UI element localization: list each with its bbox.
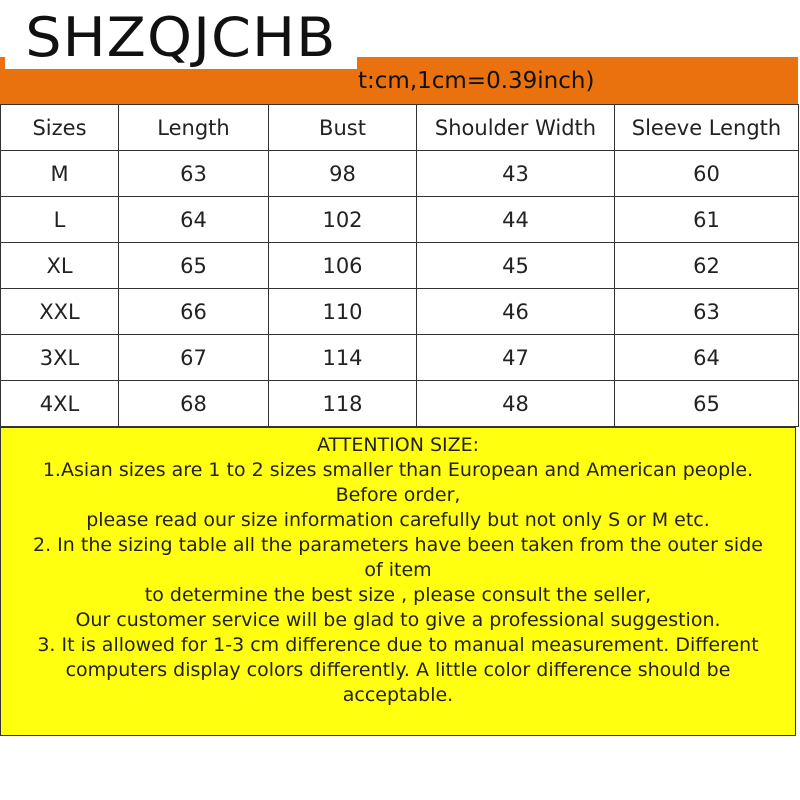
cell-bust: 102 (269, 197, 417, 243)
cell-sleeve-length: 62 (615, 243, 799, 289)
cell-bust: 114 (269, 335, 417, 381)
cell-bust: 110 (269, 289, 417, 335)
cell-shoulder-width: 47 (417, 335, 615, 381)
notice-line: 1.Asian sizes are 1 to 2 sizes smaller than European and American people. (42, 459, 754, 481)
notice-line: 2. In the sizing table all the parameters have been taken from the outer side (33, 534, 763, 556)
table-row (1, 335, 799, 381)
cell-sleeve-length: 63 (615, 289, 799, 335)
notice-heading: ATTENTION SIZE: (316, 434, 480, 456)
cell-size: XXL (1, 289, 119, 335)
cell-length: 63 (119, 151, 269, 197)
header-length: Length (119, 105, 269, 151)
notice-line: Before order, (335, 484, 461, 506)
cell-size: M (1, 151, 119, 197)
table-row (1, 289, 799, 335)
cell-sleeve-length: 60 (615, 151, 799, 197)
cell-shoulder-width: 45 (417, 243, 615, 289)
cell-shoulder-width: 48 (417, 381, 615, 427)
notice-line: computers display colors differently. A little color difference should be (65, 659, 731, 681)
cell-bust: 98 (269, 151, 417, 197)
header-sleeve-length: Sleeve Length (615, 105, 799, 151)
cell-bust: 106 (269, 243, 417, 289)
cell-shoulder-width: 43 (417, 151, 615, 197)
cell-shoulder-width: 44 (417, 197, 615, 243)
cell-shoulder-width: 46 (417, 289, 615, 335)
cell-size: XL (1, 243, 119, 289)
unit-banner-text: t:cm,1cm=0.39inch) (358, 68, 595, 94)
cell-length: 68 (119, 381, 269, 427)
header-shoulder-width: Shoulder Width (417, 105, 615, 151)
table-row (1, 151, 799, 197)
table-row (1, 197, 799, 243)
notice-line: of item (364, 559, 432, 581)
cell-sleeve-length: 61 (615, 197, 799, 243)
cell-length: 67 (119, 335, 269, 381)
cell-bust: 118 (269, 381, 417, 427)
cell-length: 65 (119, 243, 269, 289)
cell-sleeve-length: 65 (615, 381, 799, 427)
notice-line: please read our size information carefully but not only S or M etc. (86, 509, 710, 531)
attention-notice (0, 427, 796, 736)
notice-line: 3. It is allowed for 1-3 cm difference due to manual measurement. Different (37, 634, 759, 656)
header-bust: Bust (269, 105, 417, 151)
table-row (1, 243, 799, 289)
notice-line: acceptable. (342, 684, 454, 706)
brand-logo (5, 5, 357, 69)
brand-logo-text: SHZQJCHB (25, 5, 337, 69)
table-header-row (1, 105, 799, 151)
size-chart-table (0, 104, 799, 427)
cell-length: 64 (119, 197, 269, 243)
cell-size: 4XL (1, 381, 119, 427)
table-row (1, 381, 799, 427)
notice-line: Our customer service will be glad to give a professional suggestion. (75, 609, 721, 631)
notice-line: to determine the best size , please consult the seller, (144, 584, 652, 606)
cell-size: 3XL (1, 335, 119, 381)
cell-length: 66 (119, 289, 269, 335)
header-sizes: Sizes (1, 105, 119, 151)
cell-sleeve-length: 64 (615, 335, 799, 381)
cell-size: L (1, 197, 119, 243)
